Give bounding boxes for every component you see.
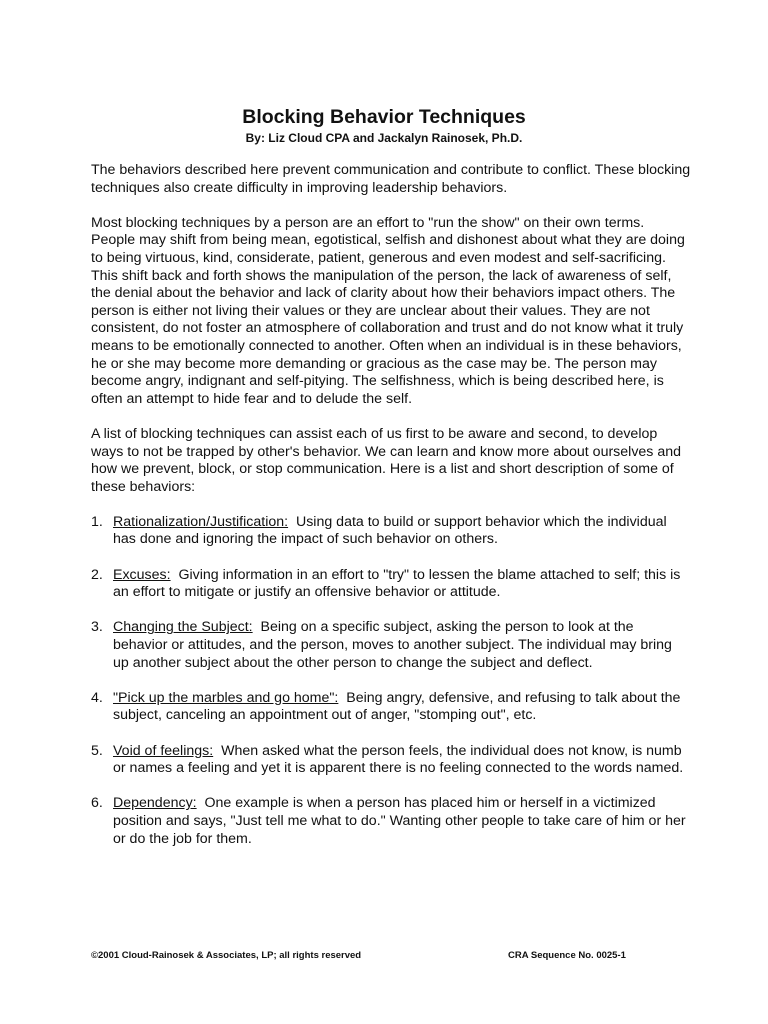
list-item [91, 514, 691, 549]
intro-paragraph: The behaviors described here prevent communication and contribute to conflict. These blocking techniques also create difficulty in improving leadership behaviors. [91, 162, 691, 196]
list-item [91, 567, 691, 602]
document-body [91, 162, 691, 866]
item-term: Excuses: [113, 566, 171, 583]
description-paragraph: Most blocking techniques by a person are an effort to "run the show" on their own terms. People may shift from being mean, egotistical, selfish and dishonest about what they are doing to being virtuous, kind, considerate, patient, generous and even modest and self-sacrificing. This shift back and forth shows the manipulation of the person, the lack of awareness of self, the denial about the behavior and lack of clarity about how their behaviors impact others. The person is either not living their values or they are unclear about their values. They are not consistent, do not foster an atmosphere of collaboration and trust and do not know what it truly means to be emotionally connected to another. Often when an individual is in these behaviors, he or she may become more demanding or gracious as the case may be. The person may become angry, indignant and self-pitying. The selfishness, which is being described here, is often an attempt to hide fear and to delude the self. [91, 214, 685, 407]
list-intro-paragraph: A list of blocking techniques can assist each of us first to be aware and second, to develop ways to not be trapped by other's behavior. We can learn and know more about ourselves and how we prevent, block, or stop communication. Here is a list and short description of some of these behaviors: [91, 425, 682, 495]
item-description: Giving information in an effort to "try" to lessen the blame attached to self; this is an effort to mitigate or justify an offensive behavior or attitude. [113, 566, 681, 601]
item-term: Dependency: [113, 795, 197, 812]
item-description: Being on a specific subject, asking the person to look at the behavior or attitudes, and the person, moves to another subject. The individual may bring up another subject about the other person to change the subject and deflect. [113, 619, 672, 671]
list-item [91, 743, 691, 778]
document-title: Blocking Behavior Techniques [242, 106, 526, 128]
item-number: 2. [91, 566, 103, 583]
item-description: Using data to build or support behavior which the individual has done and ignoring the impact of such behavior on others. [113, 513, 667, 548]
item-number: 4. [91, 689, 103, 706]
item-term: Rationalization/Justification: [113, 513, 289, 530]
item-number: 3. [91, 619, 103, 636]
item-term: Changing the Subject: [113, 619, 253, 636]
document-byline: By: Liz Cloud CPA and Jackalyn Rainosek, Ph.D. [245, 131, 523, 145]
item-description: Being angry, defensive, and refusing to talk about the subject, canceling an appointment out of anger, "stomping out", etc. [113, 689, 681, 724]
list-item [91, 690, 691, 725]
item-number: 1. [91, 513, 103, 530]
footer-copyright: ©2001 Cloud-Rainosek & Associates, LP; all rights reserved [91, 950, 362, 961]
footer-sequence: CRA Sequence No. 0025-1 [508, 950, 626, 961]
item-number: 6. [91, 795, 103, 812]
item-term: Void of feelings: [113, 742, 214, 759]
list-item [91, 795, 691, 848]
item-term: "Pick up the marbles and go home": [113, 689, 339, 706]
item-description: When asked what the person feels, the individual does not know, is numb or names a feeling and yet it is apparent there is no feeling connected to the words named. [113, 742, 684, 777]
list-item [91, 619, 691, 672]
item-number: 5. [91, 742, 103, 759]
item-description: One example is when a person has placed him or herself in a victimized position and says, "Just tell me what to do." Wanting other people to take care of him or her or do the job for them. [113, 795, 686, 847]
technique-list [91, 514, 691, 848]
